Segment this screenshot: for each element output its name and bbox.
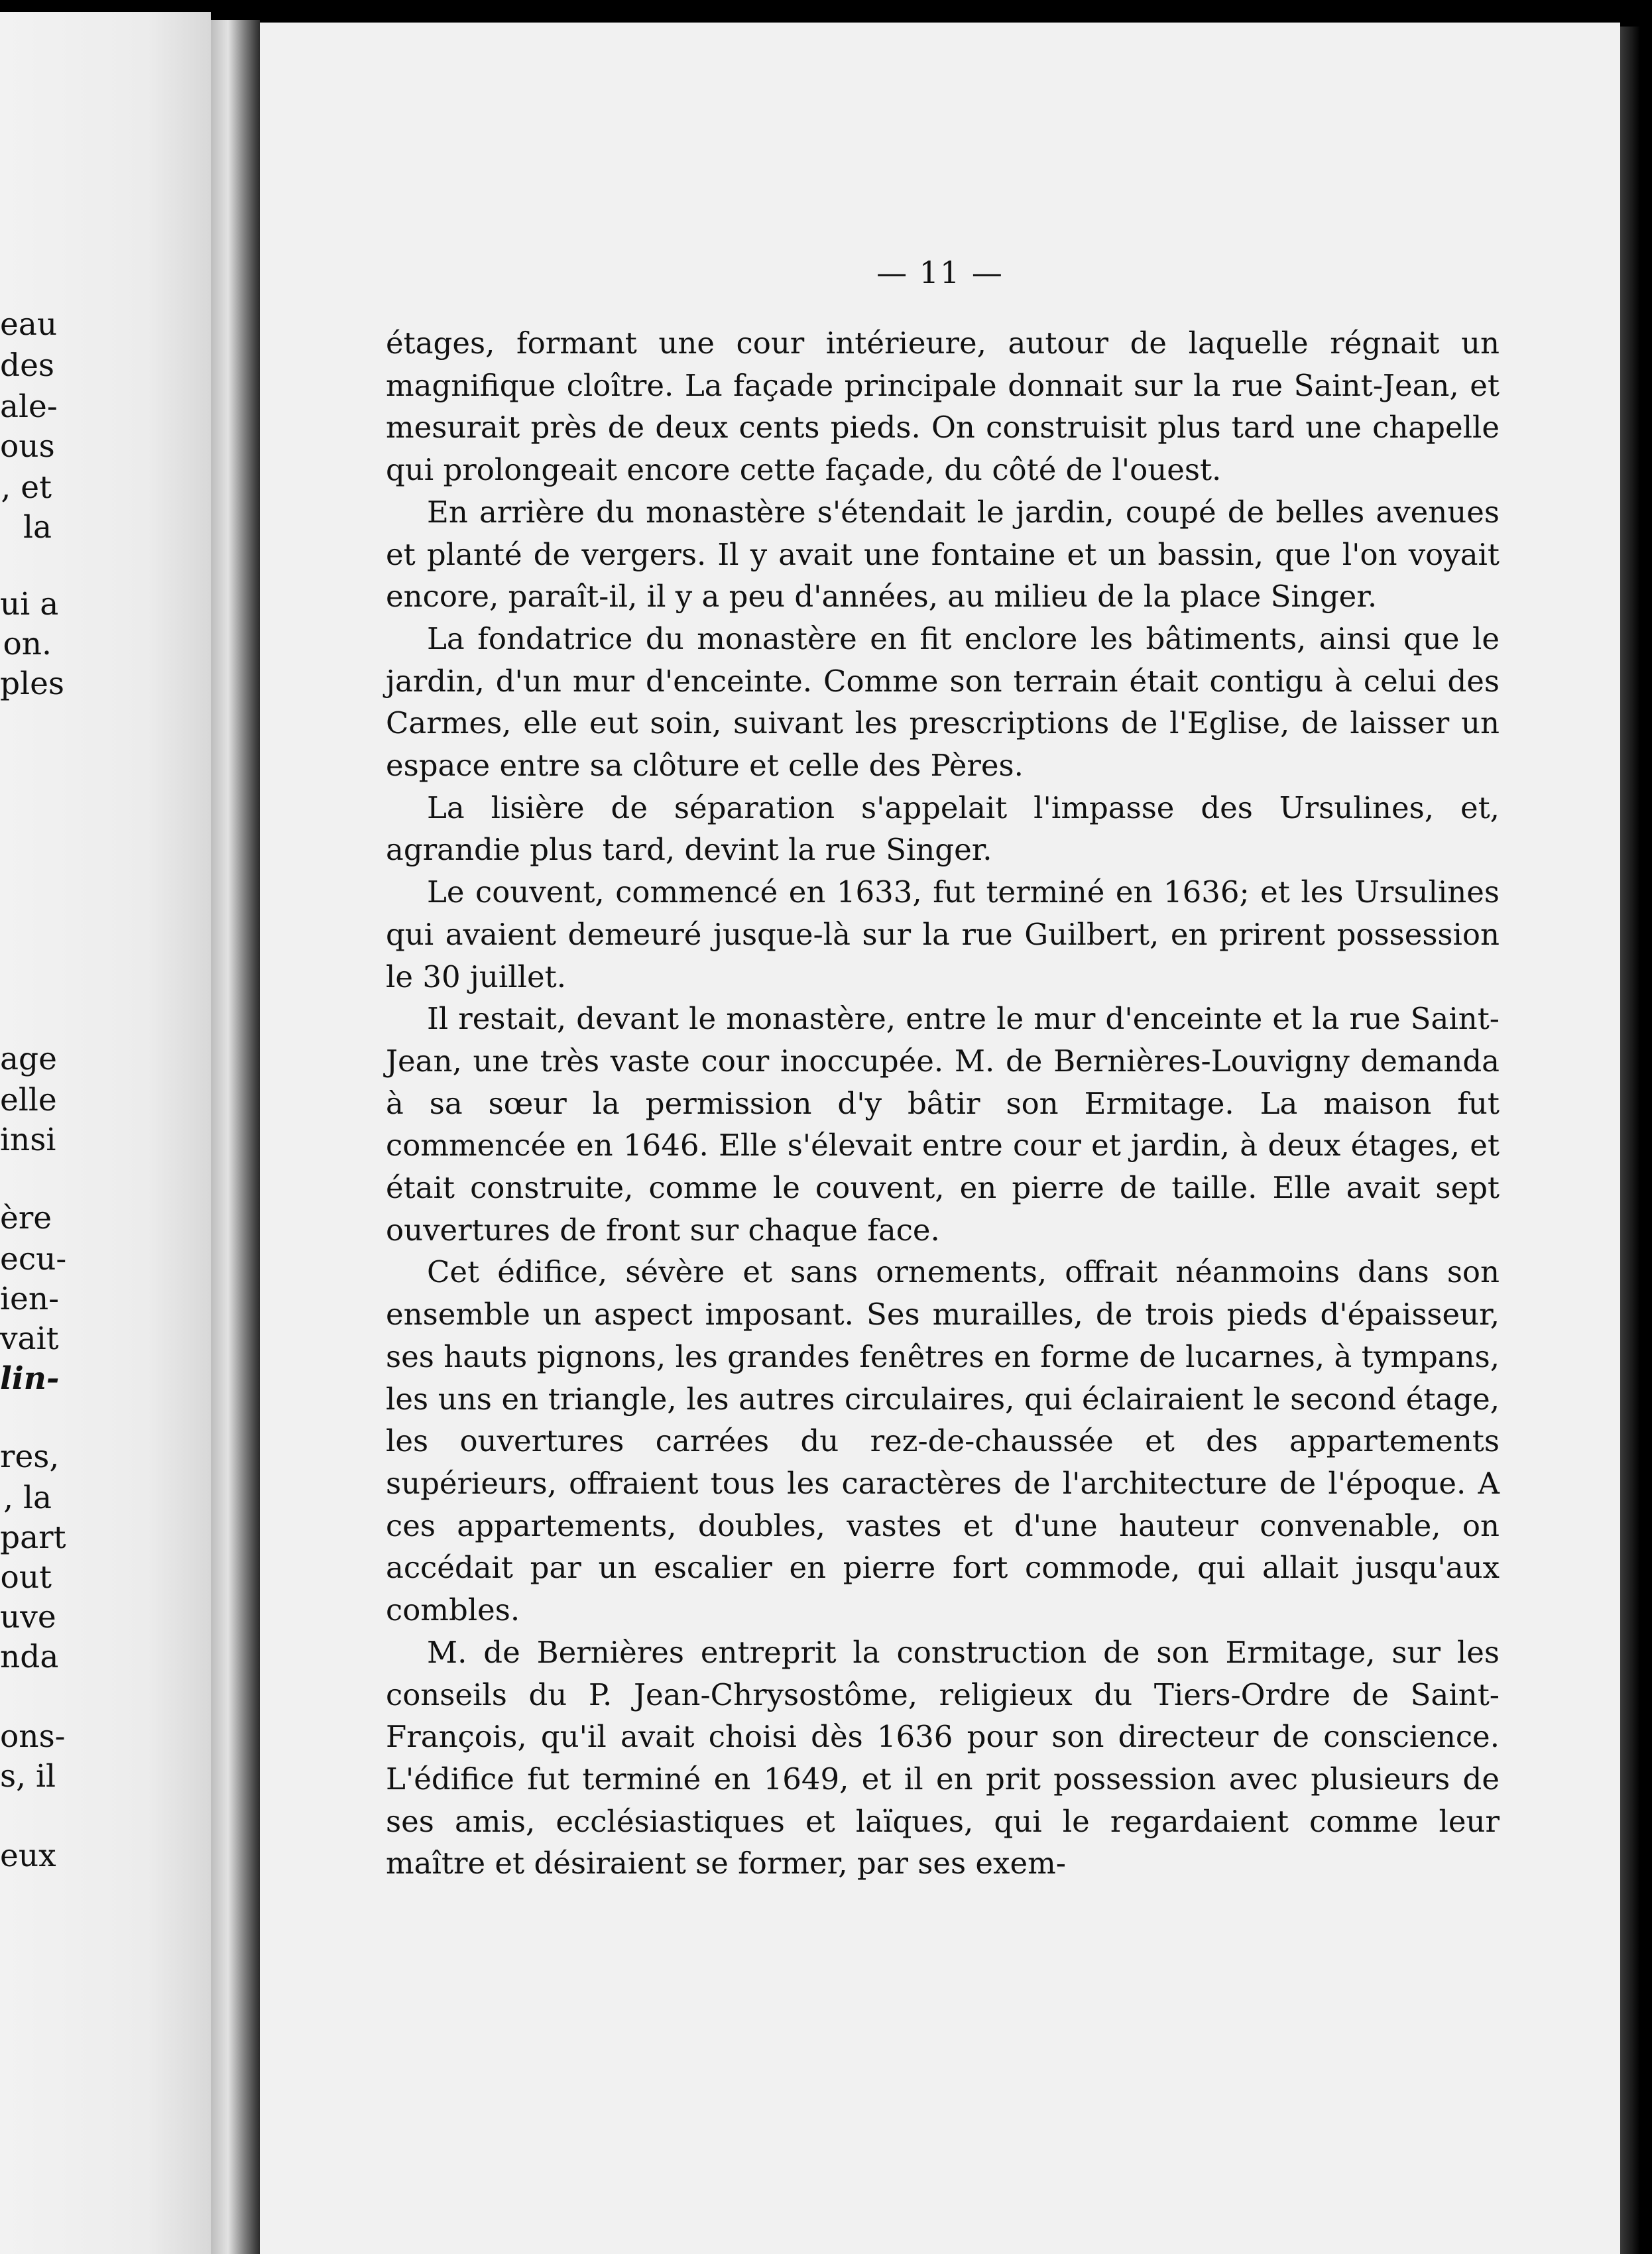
page-number: — 11 — [876,255,1004,290]
left-page-fragment: nda [0,1639,59,1675]
left-page-fragment: out [0,1559,52,1596]
left-page-fragment: la [23,509,52,546]
left-page-fragment: res, [0,1439,60,1475]
right-page [260,23,1620,2254]
left-page-fragment: insi [0,1122,56,1158]
left-page-fragment: elle [0,1082,57,1118]
left-page-fragment: ien- [0,1281,59,1317]
page-edge [1620,27,1640,2254]
paragraph: Il restait, devant le monastère, entre le mur d'enceinte et la rue Saint-Jean, une très vaste cour inoccupée. M. de Bernières-Louvigny demanda à sa sœur la permission d'y bâtir son Ermitage. La maison fut commencée en 1646. Elle s'élevait entre cour et jardin, à deux étages, et était construite, comme le couvent, en pierre de taille. Elle avait sept ouvertures de front sur chaque face. [386,1001,1500,1248]
left-page-fragment: age [0,1041,57,1077]
paragraph: La lisière de séparation s'appelait l'impasse des Ursulines, et, agrandie plus tard, devint la rue Singer. [386,790,1500,868]
paragraph: M. de Bernières entreprit la construction de son Ermitage, sur les conseils du P. Jean-Chrysostôme, religieux du Tiers-Ordre de Saint-François, qu'il avait choisi dès 1636 pour son directeur de conscience. L'édifice fut terminé en 1649, et il en prit possession avec plusieurs de ses amis, ecclésiastiques et laïques, qui le regardaient comme leur maître et désiraient se former, par ses exem- [386,1634,1500,1881]
left-page-fragment: des [0,347,55,384]
paragraph: La fondatrice du monastère en fit enclore les bâtiments, ainsi que le jardin, d'un mur d'enceinte. Comme son terrain était contigu à celui des Carmes, elle eut soin, suivant les prescriptions de l'Eglise, de laisser un espace entre sa clôture et celle des Pères. [386,621,1500,784]
left-page-fragment: eux [0,1838,56,1874]
left-page-fragment: on. [3,626,52,662]
left-page-fragment: eau [0,306,58,343]
left-page-text-fragments [0,12,211,2254]
left-page-fragment: s, il [0,1758,56,1795]
book-gutter [211,20,260,2254]
left-page-fragment: uve [0,1599,56,1635]
left-page-fragment: ples [0,666,65,702]
left-page [0,12,211,2254]
left-page-fragment: lin- [0,1360,60,1397]
paragraph: Cet édifice, sévère et sans ornements, offrait néanmoins dans son ensemble un aspect imposant. Ses murailles, de trois pieds d'épaisseur, ses hauts pignons, les grandes fenêtres en forme de lucarnes, à tympans, les uns en triangle, les autres circulaires, qui éclairaient le second étage, les ouvertures carrées du rez-de-chaussée et des appartements supérieurs, offraient tous les caractères de l'architecture de l'époque. A ces appartements, doubles, vastes et d'une hauteur convenable, on accédait par un escalier en pierre fort commode, qui allait jusqu'aux combles. [386,1254,1500,1628]
paragraph: En arrière du monastère s'étendait le jardin, coupé de belles avenues et planté de vergers. Il y avait une fontaine et un bassin, que l'on voyait encore, paraît-il, il y a peu d'années, au milieu de la place Singer. [386,494,1500,615]
left-page-fragment: ecu- [0,1241,67,1277]
left-page-fragment: ons- [0,1718,66,1755]
left-page-fragment: ui a [0,586,59,623]
paragraph: Le couvent, commencé en 1633, fut terminé en 1636; et les Ursulines qui avaient demeuré jusque-là sur la rue Guilbert, en prirent possession le 30 juillet. [386,874,1500,994]
body-text [386,322,1500,1885]
left-page-fragment: ale- [0,388,58,425]
left-page-fragment: part [0,1519,66,1556]
left-page-fragment: ous [0,428,55,465]
left-page-fragment: ère [0,1200,52,1236]
left-page-fragment: , la [3,1480,52,1516]
left-page-fragment: , et [1,469,52,506]
paragraph: étages, formant une cour intérieure, autour de laquelle régnait un magnifique cloître. La façade principale donnait sur la rue Saint-Jean, et mesurait près de deux cents pieds. On construisit plus tard une chapelle qui prolongeait encore cette façade, du côté de l'ouest. [386,326,1500,488]
left-page-fragment: vait [0,1321,59,1357]
